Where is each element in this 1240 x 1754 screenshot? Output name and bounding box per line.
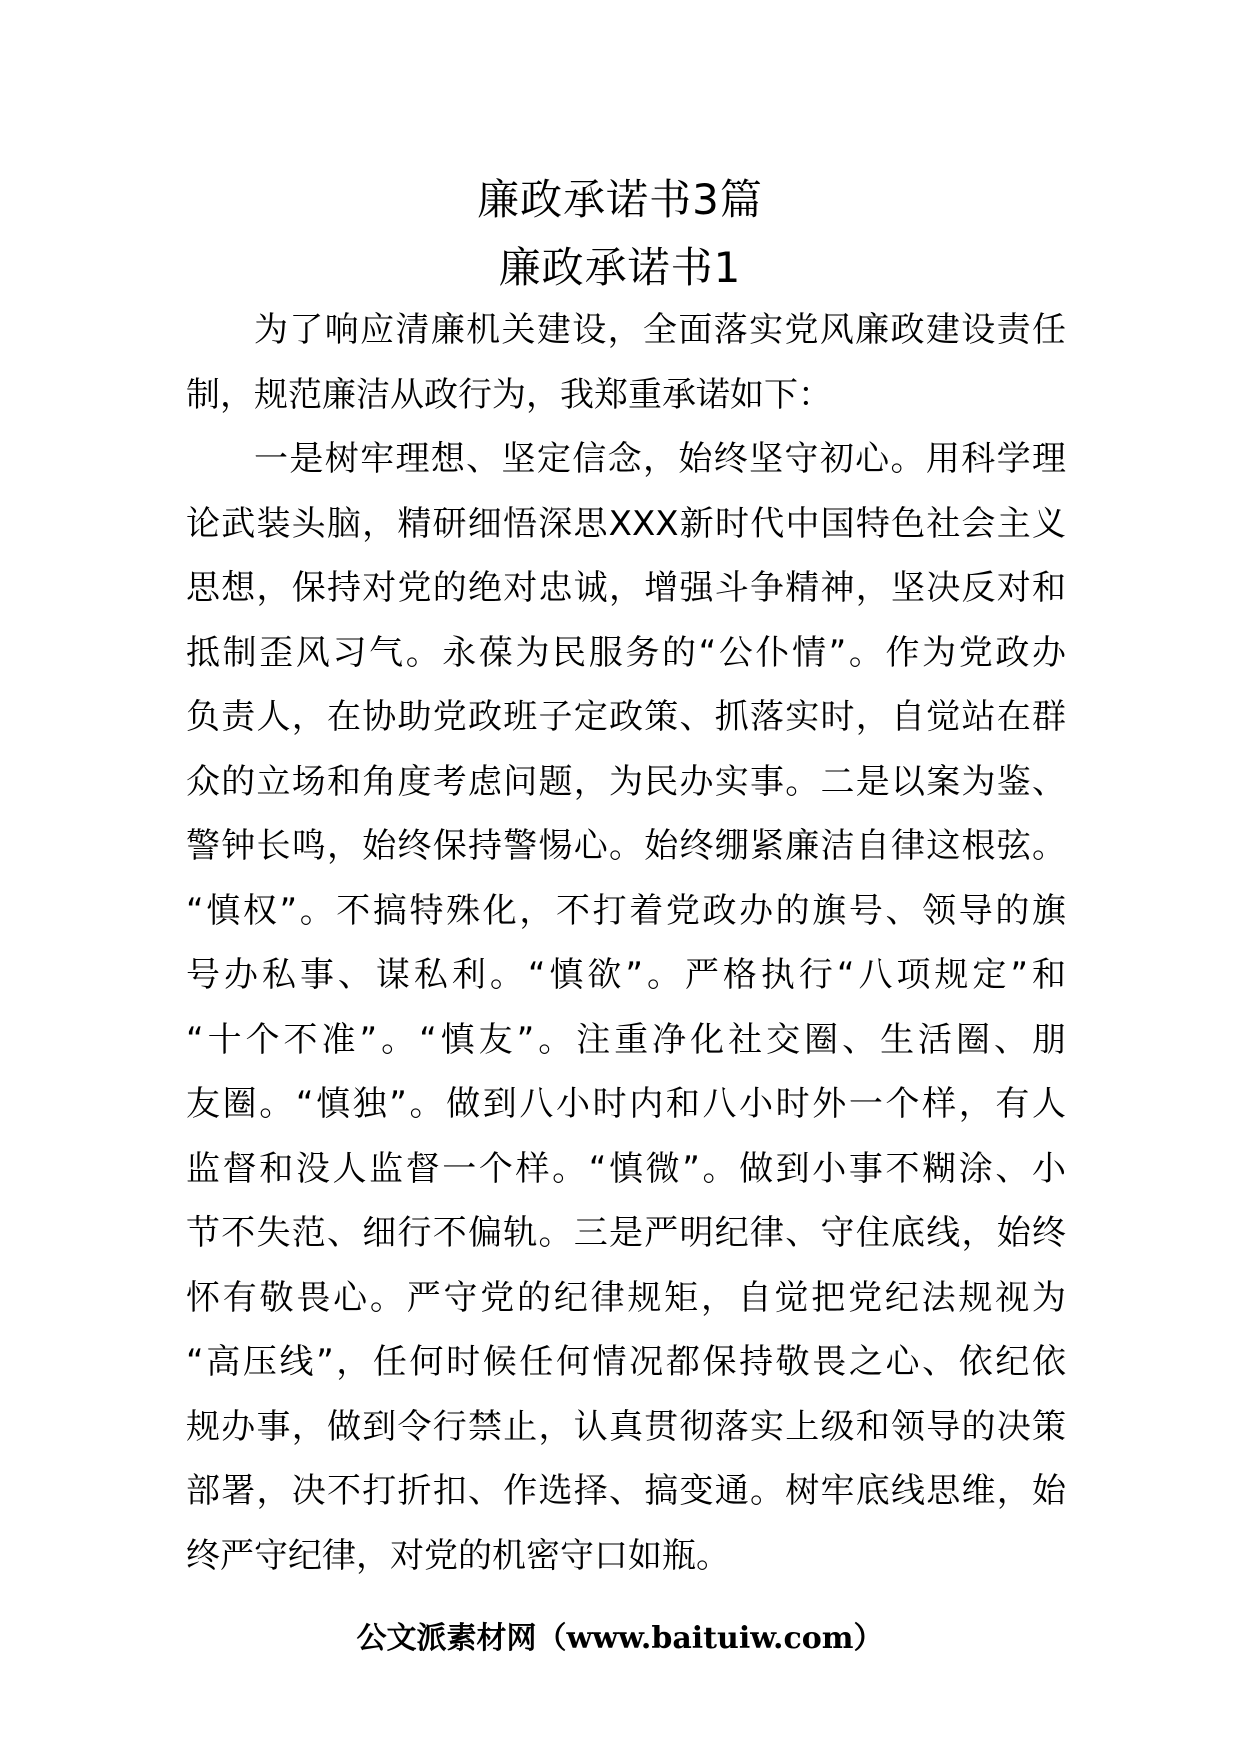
text-line: 号办私事、谋私利。“慎欲”。严格执行“八项规定”和: [186, 955, 1066, 995]
text-line: 抵制歪风习气。永葆为民服务的“公仆情”。作为党政办: [186, 632, 1066, 673]
intro-paragraph: [186, 298, 1066, 427]
footer-source: 公文派素材网（www.baituiw.com）: [356, 1621, 884, 1656]
text-line: “高压线”，任何时候任何情况都保持敬畏之心、依纪依: [186, 1342, 1066, 1382]
text-line: 终严守纪律，对党的机密守口如瓶。: [186, 1535, 730, 1576]
text-line: 思想，保持对党的绝对忠诚，增强斗争精神，坚决反对和: [186, 568, 1066, 608]
text-line: 负责人，在协助党政班子定政策、抓落实时，自觉站在群: [186, 697, 1066, 737]
document-body: [186, 298, 1066, 1588]
text-line: 为了响应清廉机关建设，全面落实党风廉政建设责任: [254, 310, 1066, 350]
text-line: 警钟长鸣，始终保持警惕心。始终绷紧廉洁自律这根弦。: [186, 826, 1066, 866]
text-line: 规办事，做到令行禁止，认真贯彻落实上级和领导的决策: [186, 1406, 1066, 1447]
text-line: “十个不准”。“慎友”。注重净化社交圈、生活圈、朋: [186, 1019, 1066, 1060]
text-line: “慎权”。不搞特殊化，不打着党政办的旗号、领导的旗: [186, 890, 1066, 931]
document-title: 廉政承诺书3篇: [477, 175, 763, 224]
commitment-paragraph: [186, 427, 1066, 1588]
text-line: 一是树牢理想、坚定信念，始终坚守初心。用科学理: [254, 439, 1066, 479]
text-line: 部署，决不打折扣、作选择、搞变通。树牢底线思维，始: [186, 1471, 1066, 1511]
text-line: 怀有敬畏心。严守党的纪律规矩，自觉把党纪法规视为: [186, 1277, 1066, 1318]
text-line: 论武装头脑，精研细悟深思XXX新时代中国特色社会主义: [186, 503, 1066, 544]
text-line: 制，规范廉洁从政行为，我郑重承诺如下：: [186, 374, 832, 415]
text-line: 众的立场和角度考虑问题，为民办实事。二是以案为鉴、: [186, 761, 1066, 802]
text-line: 监督和没人监督一个样。“慎微”。做到小事不糊涂、小: [186, 1148, 1066, 1189]
document-subtitle: 廉政承诺书1: [498, 243, 742, 292]
text-line: 节不失范、细行不偏轨。三是严明纪律、守住底线，始终: [186, 1213, 1066, 1253]
text-line: 友圈。“慎独”。做到八小时内和八小时外一个样，有人: [186, 1084, 1066, 1124]
